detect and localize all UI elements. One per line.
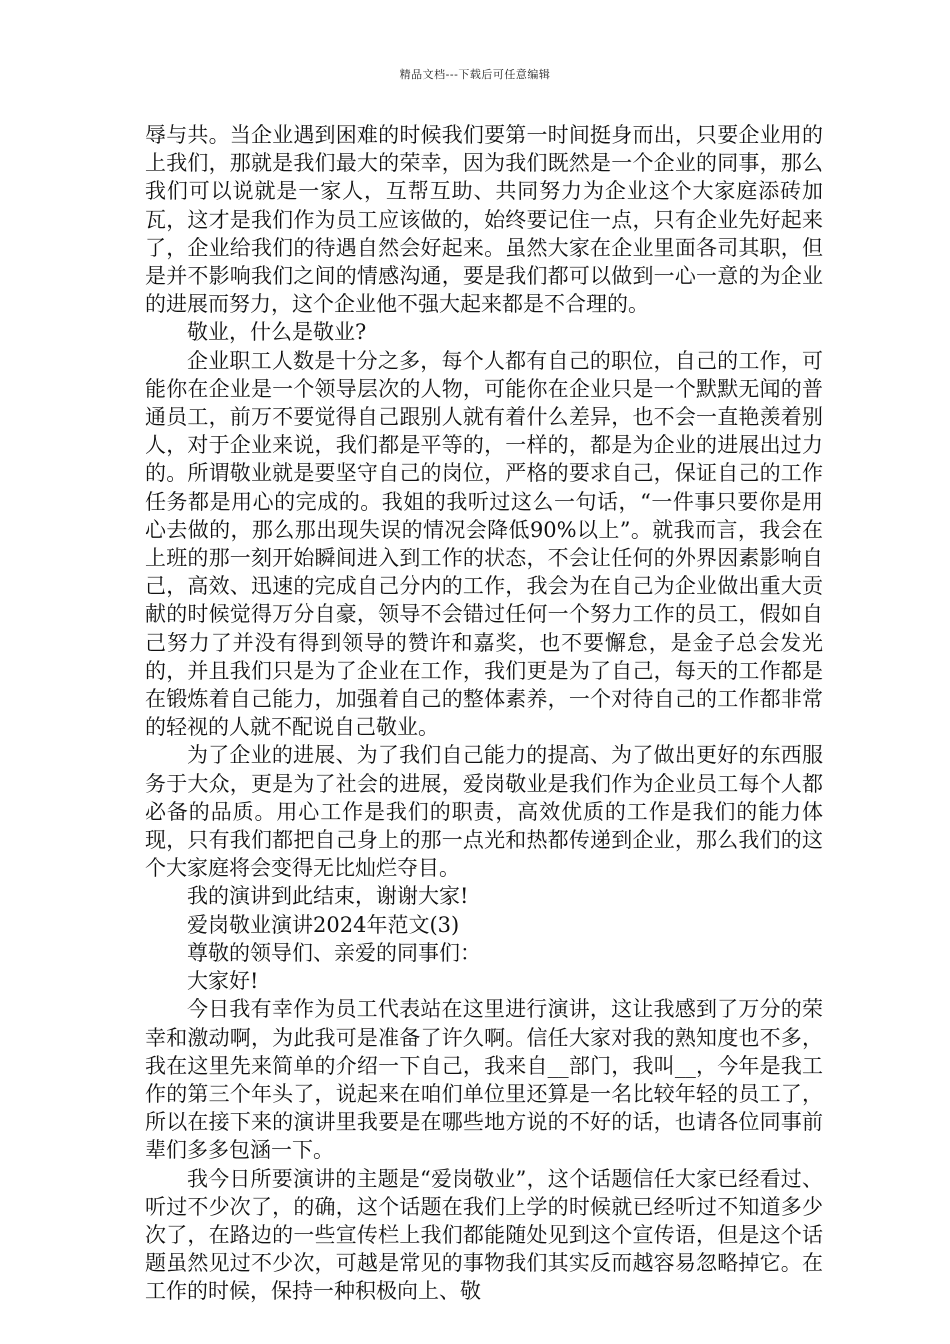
greeting: 大家好! [187,969,259,994]
paragraph-body: 企业职工人数是十分之多，每个人都有自己的职位，自己的工作，可能你在企业是一个领导层次的人物，可能你在企业只是一个默默无闻的普通员工，前万不要觉得自己跟别人就有着什么差异，也不会一直艳羡着别人，对于企业来说，我们都是平等的，一样的，都是为企业的进展出过力的。所谓敬业就是要坚守自己的岗位，严格的要求自己，保证自己的工作任务都是用心的完成的。我姐的我听过这么一句话，“一件事只要你是用心去做的，那么那出现失误的情况会降低90%以上”。就我而言，我会在上班的那一刻开始瞬间进入到工作的状态，不会让任何的外界因素影响自己，高效、迅速的完成自己分内的工作，我会为在自己为企业做出重大贡献的时候觉得万分自豪，领导不会错过任何一个努力工作的员工，假如自己努力了并没有得到领导的赞许和嘉奖，也不要懈怠，是金子总会发光的，并且我们只是为了企业在工作，我们更是为了自己，每天的工作都是在锻炼着自己能力，加强着自己的整体素养，一个对待自己的工作都非常的轻视的人就不配说自己敬业。 [145,348,823,740]
paragraph-closing: 我的演讲到此结束，谢谢大家! [187,884,469,909]
paragraph-question: 敬业，什么是敬业? [187,320,367,345]
paragraph-body: 为了企业的进展、为了我们自己能力的提高、为了做出更好的东西服务于大众，更是为了社会的进展，爱岗敬业是我们作为企业员工每个人都必备的品质。用心工作是我们的职责，高效优质的工作是我们的能力体现，只有我们都把自己身上的那一点光和热都传递到企业，那么我们的这个大家庭将会变得无比灿烂夺目。 [145,743,823,881]
page-header: 精品文档---下载后可任意编辑 [399,68,551,81]
paragraph-continuation: 辱与共。当企业遇到困难的时候我们要第一时间挺身而出，只要企业用的上我们，那就是我们最大的荣幸，因为我们既然是一个企业的同事，那么我们可以说就是一家人，互帮互助、共同努力为企业这个大家庭添砖加瓦，这才是我们作为员工应该做的，始终要记住一点，只有企业先好起来了，企业给我们的待遇自然会好起来。虽然大家在企业里面各司其职，但是并不影响我们之间的情感沟通，要是我们都可以做到一心一意的为企业的进展而努力，这个企业他不强大起来都是不合理的。 [145,123,823,317]
document-body [145,121,823,1306]
paragraph-body: 我今日所要演讲的主题是“爱岗敬业”，这个话题信任大家已经看过、听过不少次了，的确，这个话题在我们上学的时候就已经听过不知道多少次了，在路边的一些宣传栏上我们都能随处见到这个宣传语，但是这个话题虽然见过不少次，可越是常见的事物我们其实反而越容易忽略掉它。在工作的时候，保持一种积极向上、敬 [145,1166,823,1304]
salutation: 尊敬的领导们、亲爱的同事们： [187,940,481,965]
section-title: 爱岗敬业演讲2024年范文(3) [187,912,460,937]
paragraph-body: 今日我有幸作为员工代表站在这里进行演讲，这让我感到了万分的荣幸和激动啊，为此我可是准备了许久啊。信任大家对我的熟知度也不多，我在这里先来简单的介绍一下自己，我来自__部门，我叫__，今年是我工作的第三个年头了，说起来在咱们单位里还算是一名比较年轻的员工了，所以在接下来的演讲里我要是在哪些地方说的不好的话，也请各位同事前辈们多多包涵一下。 [145,997,823,1163]
